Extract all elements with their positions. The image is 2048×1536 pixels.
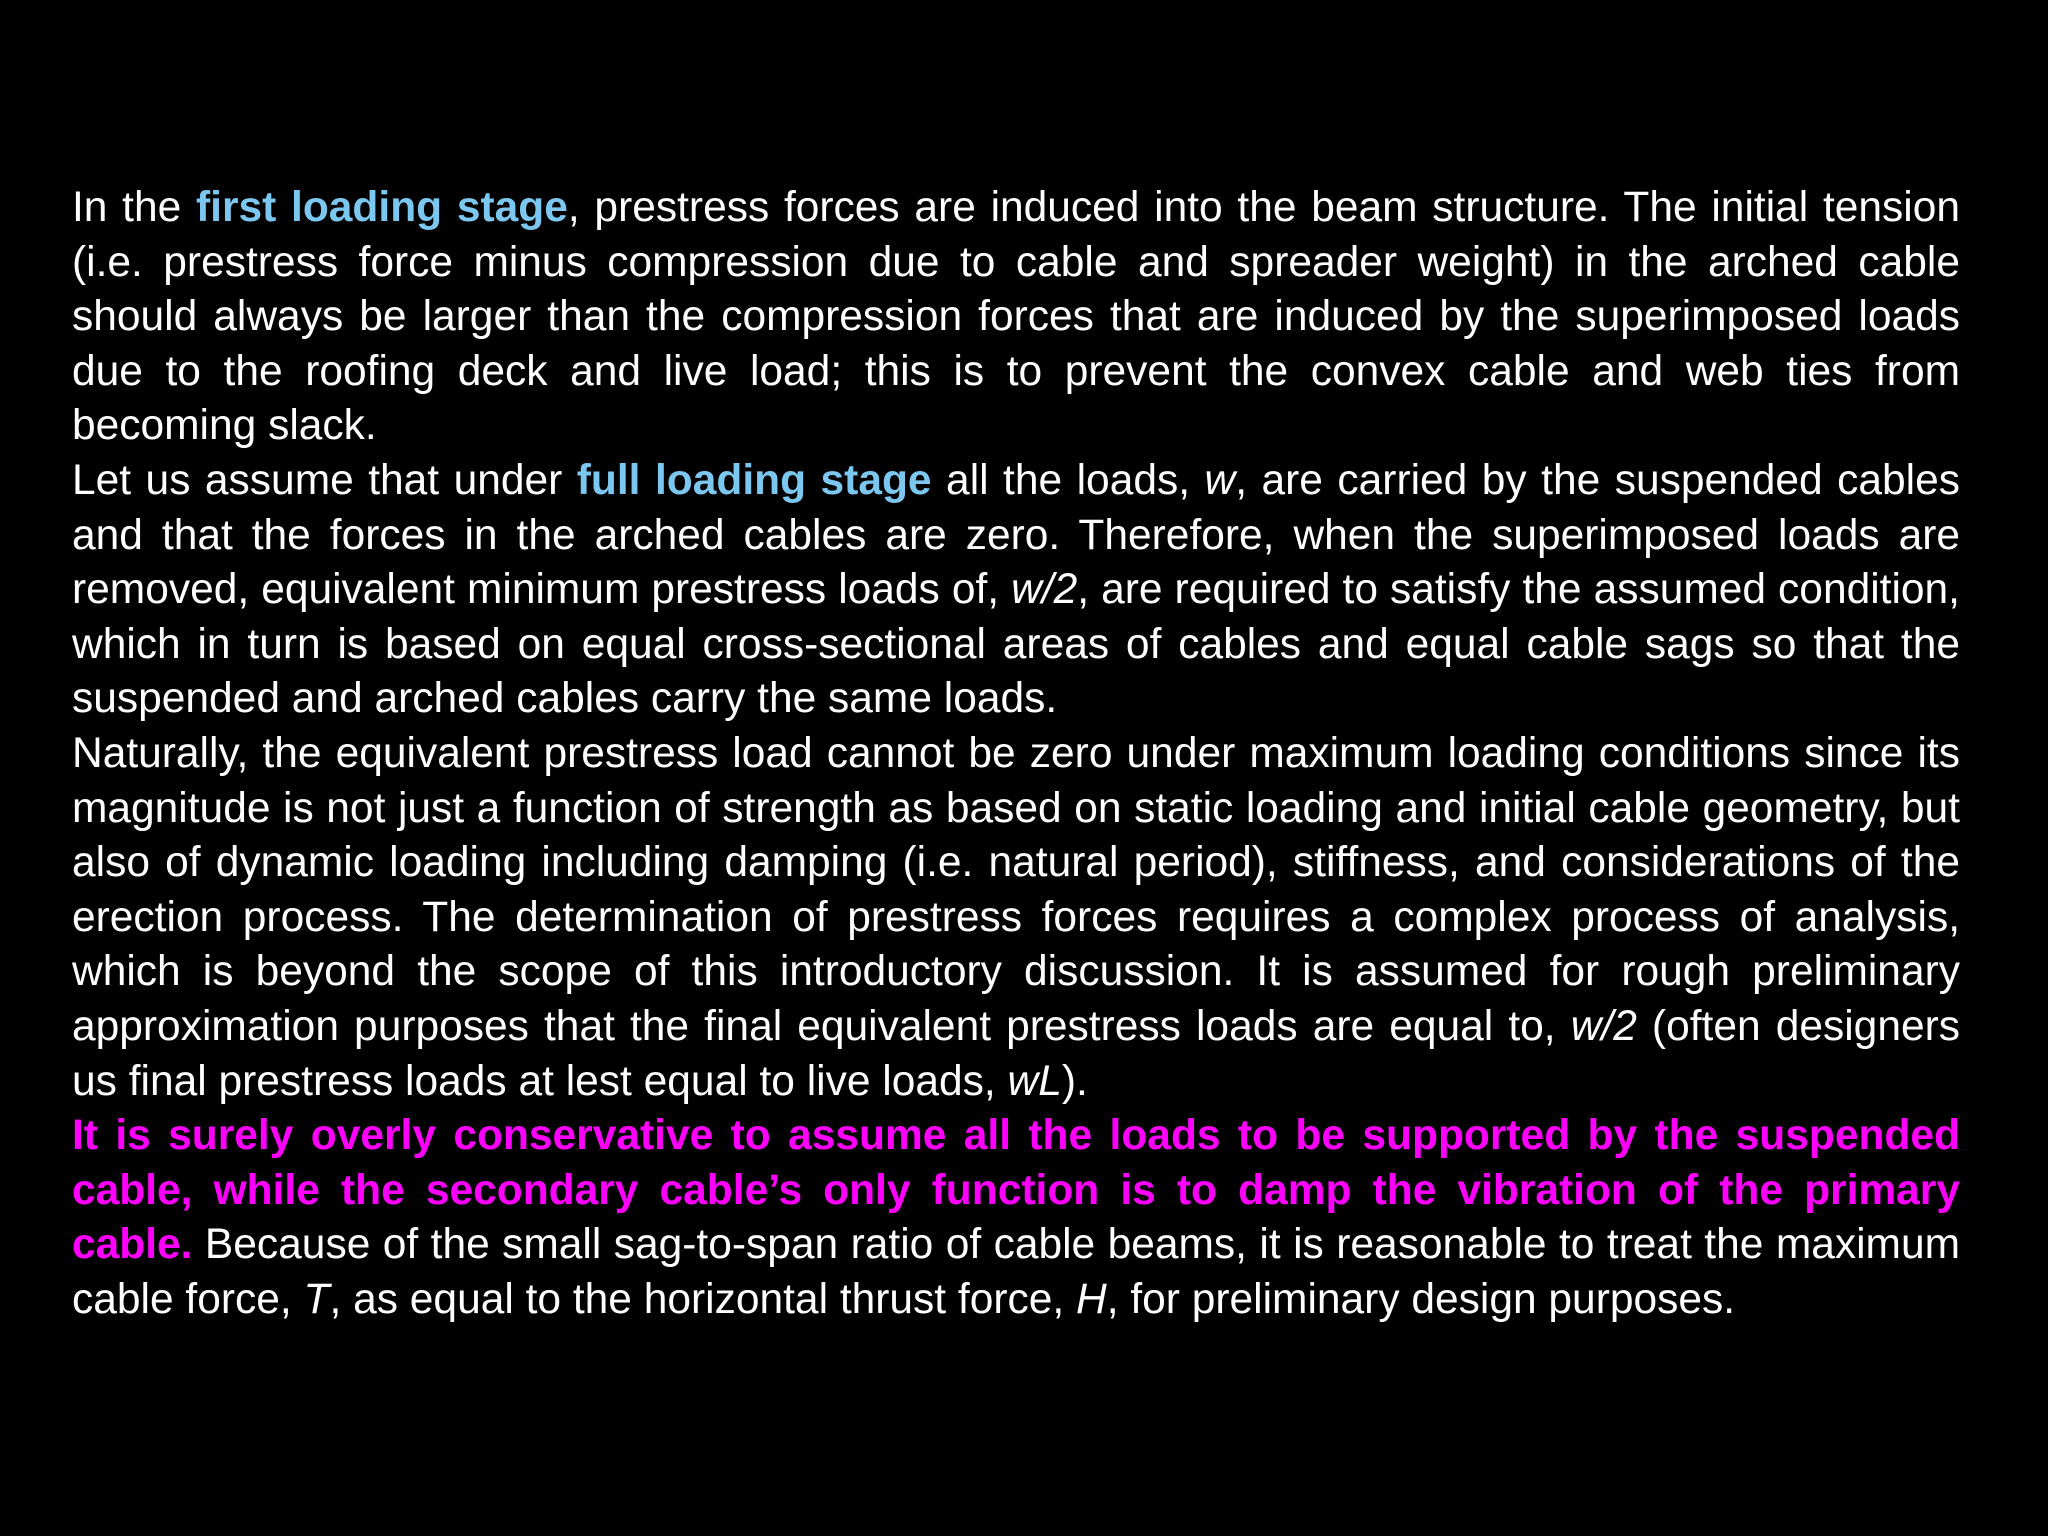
variable-w-half: w/2 xyxy=(1570,1002,1637,1050)
text-run: , as equal to the horizontal thrust force, xyxy=(329,1275,1077,1323)
variable-w-half: w/2 xyxy=(1011,566,1078,614)
paragraph-first-loading-stage xyxy=(72,181,1960,454)
text-run: , are carried by the suspended cables and that the forces in the arched cables are zero. Therefore, when the superimposed loads are removed, equivalent minimum prestress loads of, xyxy=(72,456,1961,614)
text-run: , are required to satisfy the assumed condition, which in turn is based on equal cross-sectional areas of cables and equal cable sags so that the suspended and arched cables carry the same loads. xyxy=(72,566,1960,723)
text-run: ). xyxy=(1061,1057,1088,1105)
text-run: , for preliminary design purposes. xyxy=(1106,1275,1736,1323)
text-run: Let us assume that under xyxy=(72,456,577,504)
highlight-conservative-statement: It is surely overly conservative to assume all the loads to be supported by the suspended cable, while the secondary cable’s only function is to damp the vibration of the primary cable. xyxy=(72,1112,1960,1269)
text-run: all the loads, xyxy=(931,456,1205,504)
variable-w: w xyxy=(1204,456,1236,504)
text-run: In the xyxy=(72,184,196,231)
variable-t: T xyxy=(303,1275,330,1323)
variable-h: H xyxy=(1076,1275,1107,1323)
text-run: , prestress forces are induced into the beam structure. The initial tension (i.e. prestress force minus compression due to cable and spreader weight) in the arched cable should always be larger than the compression forces that are induced by the superimposed loads due to the roofing deck and live load; this is to prevent the convex cable and web ties from becoming slack. xyxy=(72,184,1960,450)
text-run: Naturally, the equivalent prestress load cannot be zero under maximum loading conditions since its magnitude is not just a function of strength as based on static loading and initial cable geometry, but also of dynamic loading including damping (i.e. natural period), stiffness, and considerations of the erection process. The determination of prestress forces requires a complex process of analysis, which is beyond the scope of this introductory discussion. It is assumed for rough preliminary approximation purposes that the final equivalent prestress loads are equal to, xyxy=(72,729,1960,1050)
paragraph-full-loading-stage xyxy=(72,454,1960,727)
paragraph-conservative-assumption xyxy=(72,1109,1960,1327)
paragraph-prestress-load xyxy=(72,727,1960,1109)
slide-body xyxy=(72,181,1960,1327)
text-run: (often designers us final prestress loads at lest equal to live loads, xyxy=(72,1002,1960,1105)
text-run: Because of the small sag-to-span ratio of cable beams, it is reasonable to treat the maximum cable force, xyxy=(72,1221,1960,1323)
variable-wl: wL xyxy=(1007,1057,1062,1105)
highlight-first-loading-stage: first loading stage xyxy=(196,184,568,231)
highlight-full-loading-stage: full loading stage xyxy=(576,456,932,504)
